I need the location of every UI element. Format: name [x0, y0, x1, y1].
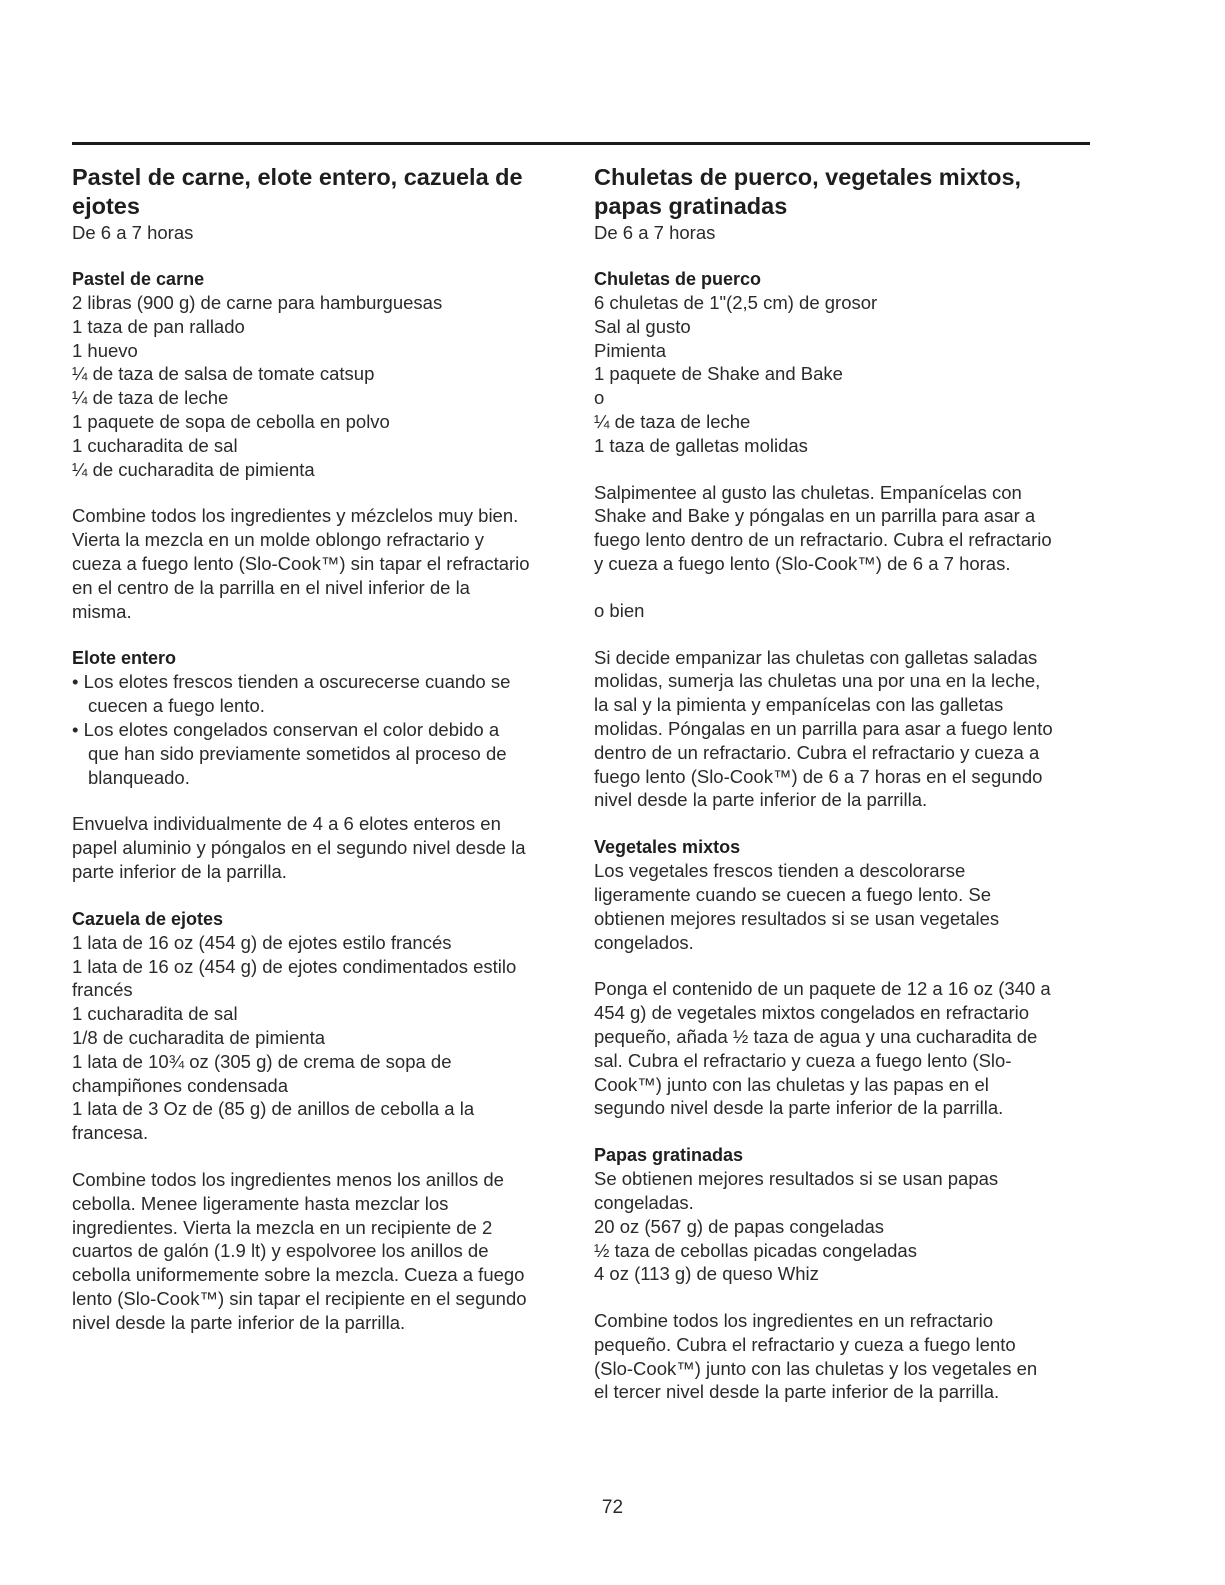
- title-line: papas gratinadas: [594, 193, 788, 219]
- ingredient: 1 huevo: [72, 339, 138, 361]
- section-heading-casserole: Cazuela de ejotes: [72, 908, 224, 929]
- cook-time-right: De 6 a 7 horas: [594, 222, 716, 243]
- note-veggies: [594, 859, 1094, 954]
- ingredient-list-casserole: [72, 931, 572, 1145]
- ingredient: 20 oz (567 g) de papas congeladas: [594, 1215, 885, 1237]
- text-line: el tercer nivel desde la parte inferior de la parrilla.: [594, 1381, 1000, 1403]
- text-line: molidas, sumerja las chuletas una por una en la leche,: [594, 670, 1041, 692]
- ingredient: ¼ de taza de salsa de tomate catsup: [72, 363, 375, 385]
- instructions-veggies: [594, 977, 1094, 1120]
- ingredient: 1 lata de 16 oz (454 g) de ejotes estilo francés: [72, 931, 452, 953]
- instructions-meatloaf: [72, 504, 572, 623]
- text-line: sal. Cubra el refractario y cueza a fuego lento (Slo-: [594, 1049, 1012, 1071]
- text-line: Salpimentee al gusto las chuletas. Empanícelas con: [594, 481, 1022, 503]
- text-line: Envuelva individualmente de 4 a 6 elotes enteros en: [72, 813, 501, 835]
- recipe-title-left: [72, 163, 572, 221]
- ingredient: champiñones condensada: [72, 1074, 288, 1096]
- ingredient: Se obtienen mejores resultados si se usan papas: [594, 1168, 999, 1190]
- text-line: congelados.: [594, 931, 694, 953]
- text-line: nivel desde la parte inferior de la parrilla.: [594, 789, 928, 811]
- bullet-list-corn: [72, 670, 572, 789]
- text-line: Combine todos los ingredientes menos los anillos de: [72, 1168, 504, 1190]
- text-line: papel aluminio y póngalos en el segundo nivel desde la: [72, 837, 526, 859]
- bullet-item: • Los elotes congelados conservan el color debido a: [72, 718, 500, 740]
- bullet-item: • Los elotes frescos tienden a oscurecerse cuando se: [72, 671, 511, 693]
- title-line: Pastel de carne, elote entero, cazuela de: [72, 164, 523, 190]
- ingredient: ¼ de taza de leche: [594, 410, 751, 432]
- text-line: Vierta la mezcla en un molde oblongo refractario y: [72, 529, 485, 551]
- top-rule: [72, 142, 1090, 145]
- text-line: cuartos de galón (1.9 lt) y espolvoree los anillos de: [72, 1240, 489, 1262]
- title-line: Chuletas de puerco, vegetales mixtos,: [594, 164, 1022, 190]
- text-line: pequeño, añada ½ taza de agua y una cucharadita de: [594, 1025, 1038, 1047]
- text-line: dentro de un refractario. Cubra el refractario y cueza a: [594, 741, 1040, 763]
- ingredient: francesa.: [72, 1122, 149, 1144]
- ingredient: francés: [72, 979, 133, 1001]
- ingredient: o: [594, 387, 605, 409]
- right-column: [594, 163, 1094, 1404]
- text-line: Combine todos los ingredientes y mézclelos muy bien.: [72, 505, 519, 527]
- text-line: pequeño. Cubra el refractario y cueza a fuego lento: [594, 1333, 1016, 1355]
- section-heading-meatloaf: Pastel de carne: [72, 269, 205, 289]
- ingredient: ¼ de cucharadita de pimienta: [72, 458, 315, 480]
- text-line: ingredientes. Vierta la mezcla en un recipiente de 2: [72, 1216, 493, 1238]
- or-text: o bien: [594, 599, 645, 621]
- text-line: la sal y la pimienta y empanícelas con las galletas: [594, 694, 1004, 716]
- ingredient: 1 taza de galletas molidas: [594, 434, 808, 456]
- ingredient: 1 paquete de sopa de cebolla en polvo: [72, 410, 390, 432]
- text-line: cebolla. Menee ligeramente hasta mezclar los: [72, 1192, 449, 1214]
- ingredient: congeladas.: [594, 1191, 694, 1213]
- ingredient: 1 paquete de Shake and Bake: [594, 363, 843, 385]
- left-column: [72, 163, 572, 1334]
- cook-time-left: De 6 a 7 horas: [72, 222, 194, 243]
- text-line: segundo nivel desde la parte inferior de la parrilla.: [594, 1097, 1004, 1119]
- text-line: (Slo-Cook™) junto con las chuletas y los vegetales en: [594, 1357, 1038, 1379]
- ingredient: Pimienta: [594, 339, 666, 361]
- bullet-item-cont: blanqueado.: [88, 766, 190, 788]
- ingredient-list-chops: [594, 291, 1094, 458]
- text-line: lento (Slo-Cook™) sin tapar el recipiente en el segundo: [72, 1287, 527, 1309]
- section-heading-chops: Chuletas de puerco: [594, 269, 762, 289]
- text-line: Shake and Bake y póngalas en un parrilla para asar a: [594, 505, 1036, 527]
- section-heading-potatoes: Papas gratinadas: [594, 1145, 744, 1166]
- text-line: obtienen mejores resultados si se usan vegetales: [594, 907, 1000, 929]
- text-line: en el centro de la parrilla en el nivel inferior de la: [72, 576, 470, 598]
- ingredient: 1 cucharadita de sal: [72, 434, 238, 456]
- text-line: cueza a fuego lento (Slo-Cook™) sin tapar el refractario: [72, 552, 530, 574]
- text-line: y cueza a fuego lento (Slo-Cook™) de 6 a 7 horas.: [594, 552, 1011, 574]
- section-heading-veggies: Vegetales mixtos: [594, 837, 741, 858]
- ingredient: ¼ de taza de leche: [72, 387, 229, 409]
- instructions-potatoes: [594, 1309, 1094, 1404]
- ingredient: 2 libras (900 g) de carne para hamburguesas: [72, 292, 443, 313]
- bullet-item-cont: cuecen a fuego lento.: [88, 695, 265, 717]
- instructions-casserole: [72, 1168, 572, 1335]
- text-line: Los vegetales frescos tienden a descolorarse: [594, 860, 966, 882]
- text-line: nivel desde la parte inferior de la parrilla.: [72, 1311, 406, 1333]
- ingredient: 1 lata de 10¾ oz (305 g) de crema de sopa de: [72, 1050, 452, 1072]
- text-line: Cook™) junto con las chuletas y las papas en el: [594, 1073, 989, 1095]
- recipe-title-right: [594, 163, 1094, 221]
- text-line: misma.: [72, 600, 132, 622]
- text-line: 454 g) de vegetales mixtos congelados en refractario: [594, 1002, 1030, 1024]
- ingredient-list-meatloaf: [72, 291, 572, 481]
- ingredient: 6 chuletas de 1"(2,5 cm) de grosor: [594, 292, 878, 313]
- page-number: 72: [601, 1497, 624, 1518]
- ingredient: 1 taza de pan rallado: [72, 315, 245, 337]
- ingredient: 1 cucharadita de sal: [72, 1003, 238, 1025]
- text-line: ligeramente cuando se cuecen a fuego lento. Se: [594, 883, 992, 905]
- instructions-chops-alt: [594, 646, 1094, 813]
- text-line: Si decide empanizar las chuletas con galletas saladas: [594, 646, 1038, 668]
- text-line: Combine todos los ingredientes en un refractario: [594, 1310, 994, 1332]
- text-line: cebolla uniformemente sobre la mezcla. Cueza a fuego: [72, 1264, 525, 1286]
- ingredient: ½ taza de cebollas picadas congeladas: [594, 1239, 917, 1261]
- ingredient-list-potatoes: [594, 1167, 1094, 1286]
- ingredient: 1 lata de 16 oz (454 g) de ejotes condimentados estilo: [72, 955, 517, 977]
- text-line: fuego lento (Slo-Cook™) de 6 a 7 horas en el segundo: [594, 765, 1043, 787]
- text-line: molidas. Póngalas en un parrilla para asar a fuego lento: [594, 717, 1053, 739]
- section-heading-corn: Elote entero: [72, 648, 177, 669]
- instructions-chops: [594, 481, 1094, 576]
- title-line: ejotes: [72, 193, 140, 219]
- ingredient: 4 oz (113 g) de queso Whiz: [594, 1263, 819, 1285]
- instructions-corn: [72, 812, 572, 883]
- bullet-item-cont: que han sido previamente sometidos al proceso de: [88, 742, 507, 764]
- text-line: Ponga el contenido de un paquete de 12 a 16 oz (340 a: [594, 978, 1051, 1000]
- text-line: fuego lento dentro de un refractario. Cubra el refractario: [594, 529, 1052, 551]
- text-line: parte inferior de la parrilla.: [72, 860, 287, 882]
- ingredient: Sal al gusto: [594, 315, 691, 337]
- ingredient: 1/8 de cucharadita de pimienta: [72, 1026, 326, 1048]
- ingredient: 1 lata de 3 Oz de (85 g) de anillos de cebolla a la: [72, 1098, 475, 1120]
